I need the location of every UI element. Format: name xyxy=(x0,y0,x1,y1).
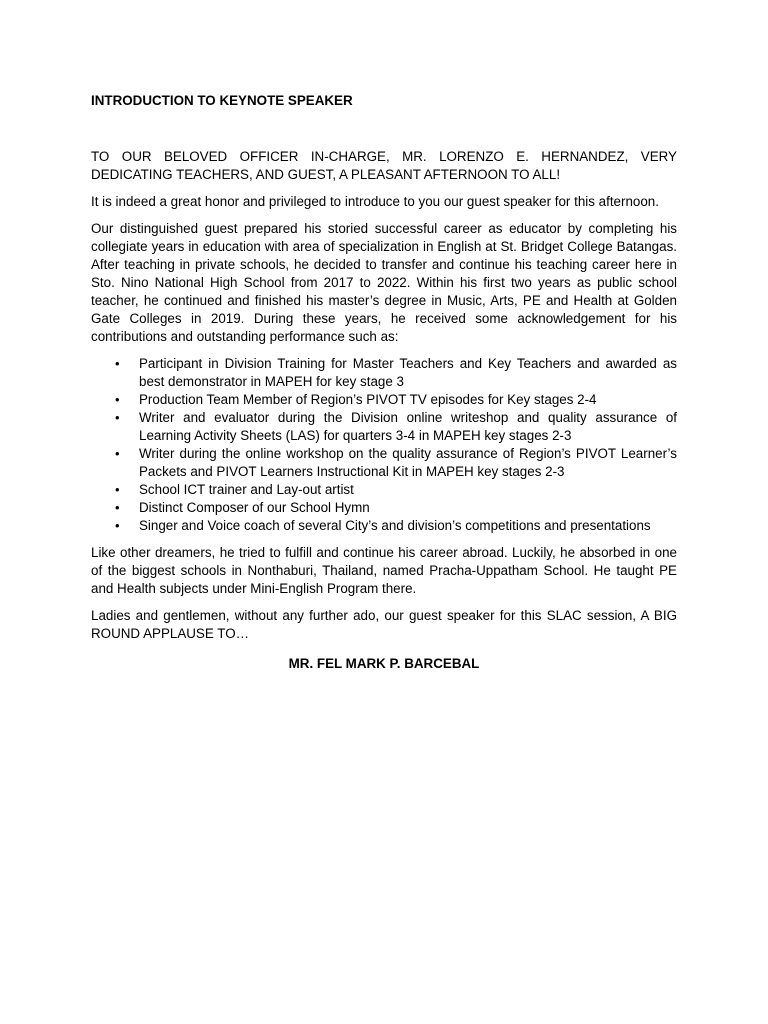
closing-paragraph: Ladies and gentlemen, without any further ado, our guest speaker for this SLAC session, A BIG ROUND APPLAUSE TO… xyxy=(91,608,677,641)
document-page xyxy=(91,92,677,673)
list-item xyxy=(91,391,677,409)
document-title: INTRODUCTION TO KEYNOTE SPEAKER xyxy=(91,93,353,108)
bullet-icon: • xyxy=(115,392,120,407)
achievement-text: Singer and Voice coach of several City’s and division’s competitions and presentations xyxy=(139,518,651,533)
bullet-icon: • xyxy=(115,518,120,533)
achievement-text: Participant in Division Training for Master Teachers and Key Teachers and awarded as best demonstrator in MAPEH for key stage 3 xyxy=(139,356,677,389)
achievement-text: Writer during the online workshop on the quality assurance of Region’s PIVOT Learner’s Packets and PIVOT Learners Instructional Kit in MAPEH key stages 2-3 xyxy=(139,446,677,479)
achievement-text: Distinct Composer of our School Hymn xyxy=(139,500,370,515)
achievement-text: Writer and evaluator during the Division online writeshop and quality assurance of Learning Activity Sheets (LAS) for quarters 3-4 in MAPEH key stages 2-3 xyxy=(139,410,677,443)
greeting-paragraph: TO OUR BELOVED OFFICER IN-CHARGE, MR. LORENZO E. HERNANDEZ, VERY DEDICATING TEACHERS, AND GUEST, A PLEASANT AFTERNOON TO ALL! xyxy=(91,149,677,182)
achievement-text: School ICT trainer and Lay-out artist xyxy=(139,482,354,497)
list-item xyxy=(91,499,677,517)
achievement-text: Production Team Member of Region’s PIVOT TV episodes for Key stages 2-4 xyxy=(139,392,597,407)
list-item xyxy=(91,481,677,499)
bullet-icon: • xyxy=(115,446,120,461)
list-item xyxy=(91,409,677,445)
list-item xyxy=(91,445,677,481)
achievements-list xyxy=(91,355,677,535)
speaker-name: MR. FEL MARK P. BARCEBAL xyxy=(288,656,480,671)
list-item xyxy=(91,355,677,391)
bullet-icon: • xyxy=(115,356,120,371)
background-paragraph: Our distinguished guest prepared his storied successful career as educator by completing his collegiate years in education with area of specialization in English at St. Bridget College Batangas. After teaching in private schools, he decided to transfer and continue his teaching career here in Sto. Nino National High School from 2017 to 2022. Within his first two years as public school teacher, he continued and finished his master’s degree in Music, Arts, PE and Health at Golden Gate Colleges in 2019. During these years, he received some acknowledgement for his contributions and outstanding performance such as: xyxy=(91,221,677,344)
bullet-icon: • xyxy=(115,500,120,515)
bullet-icon: • xyxy=(115,410,120,425)
abroad-paragraph: Like other dreamers, he tried to fulfill and continue his career abroad. Luckily, he absorbed in one of the biggest schools in Nonthaburi, Thailand, named Pracha-Uppatham School. He taught PE and Health subjects under Mini-English Program there. xyxy=(91,545,677,596)
list-item xyxy=(91,517,677,535)
intro-paragraph: It is indeed a great honor and privileged to introduce to you our guest speaker for this afternoon. xyxy=(91,194,659,209)
bullet-icon: • xyxy=(115,482,120,497)
